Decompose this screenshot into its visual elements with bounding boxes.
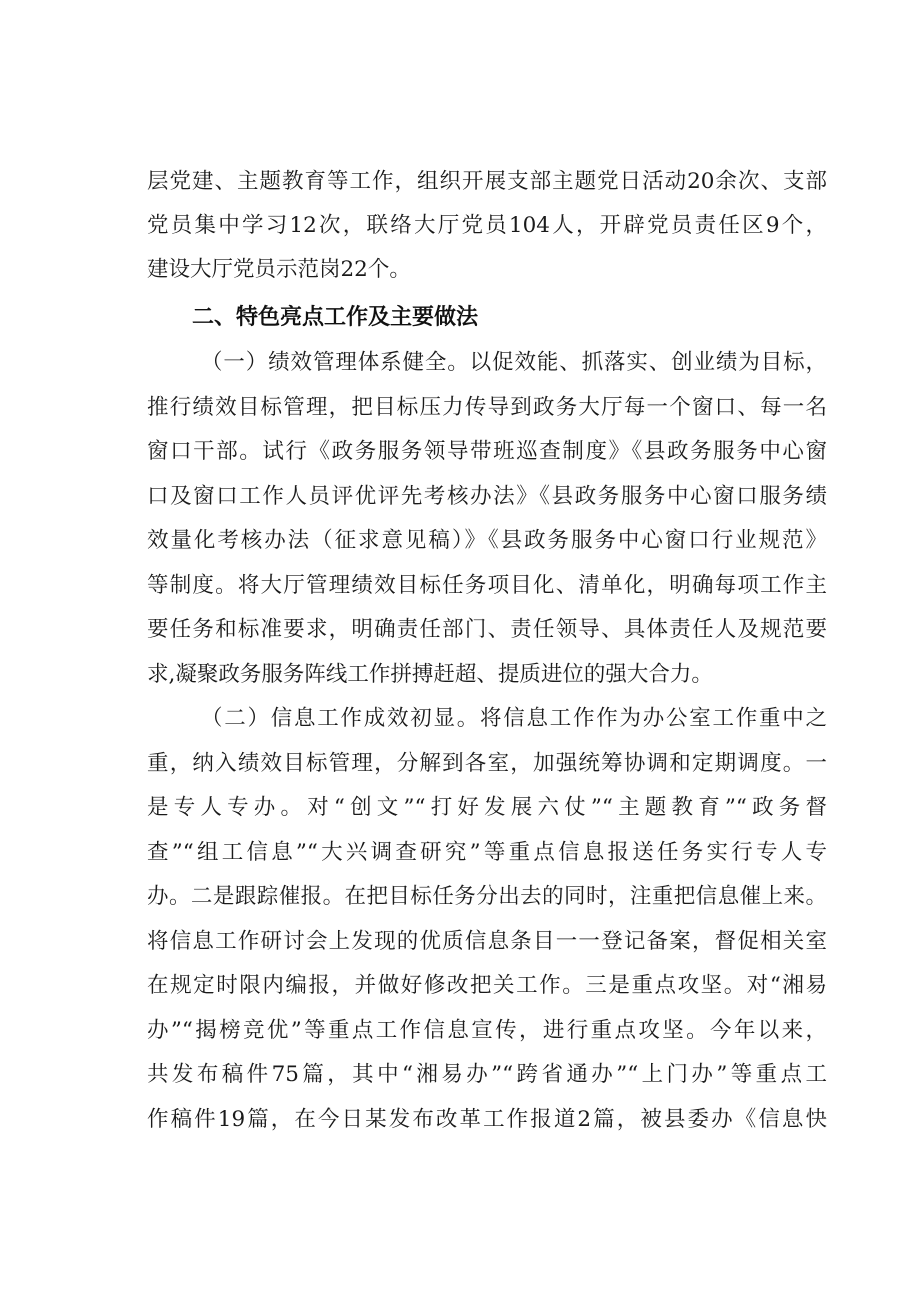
body-text-line: 重，纳入绩效目标管理，分解到各室，加强统筹协调和定期调度。一 (147, 751, 827, 776)
body-text-line: 作稿件19篇，在今日某发布改革工作报道2篇，被县委办《信息快 (147, 1107, 827, 1132)
body-text-line: 是专人专办。对“创文”“打好发展六仗”“主题教育”“政务督 (147, 795, 827, 820)
body-text-line: 共发布稿件75篇，其中“湘易办”“跨省通办”“上门办”等重点工 (147, 1062, 827, 1087)
body-text-line: 办”“揭榜竞优”等重点工作信息宣传，进行重点攻坚。今年以来， (147, 1018, 827, 1043)
body-text-line: 层党建、主题教育等工作，组织开展支部主题党日活动20余次、支部 (147, 169, 827, 194)
body-text-line: 效量化考核办法（征求意见稿）》《县政务服务中心窗口行业规范》 (147, 528, 827, 553)
body-text-line: 党员集中学习12次，联络大厅党员104人，开辟党员责任区9个， (147, 213, 827, 238)
body-text-line: 等制度。将大厅管理绩效目标任务项目化、清单化，明确每项工作主 (147, 573, 827, 598)
paragraph-first-line: （一）绩效管理体系健全。以促效能、抓落实、创业绩为目标， (201, 350, 827, 375)
body-text-line: 口及窗口工作人员评优评先考核办法》《县政务服务中心窗口服务绩 (147, 484, 827, 509)
body-text-line: 建设大厅党员示范岗22个。 (147, 257, 411, 282)
body-text-line: 在规定时限内编报，并做好修改把关工作。三是重点攻坚。对“湘易 (147, 973, 827, 998)
body-text-line: 查”“组工信息”“大兴调查研究”等重点信息报送任务实行专人专 (147, 840, 827, 865)
body-text-line: 将信息工作研讨会上发现的优质信息条目一一登记备案，督促相关室 (147, 929, 827, 954)
paragraph-first-line: （二）信息工作成效初显。将信息工作作为办公室工作重中之 (201, 706, 827, 731)
body-text-line: 求,凝聚政务服务阵线工作拼搏赶超、提质进位的强大合力。 (147, 662, 713, 687)
body-text-line: 要任务和标准要求，明确责任部门、责任领导、具体责任人及规范要 (147, 617, 827, 642)
body-text-line: 办。二是跟踪催报。在把目标任务分出去的同时，注重把信息催上来。 (147, 884, 827, 909)
body-text-line: 推行绩效目标管理，把目标压力传导到政务大厅每一个窗口、每一名 (147, 395, 827, 420)
body-text-line: 窗口干部。试行《政务服务领导带班巡查制度》《县政务服务中心窗 (147, 439, 827, 464)
section-heading: 二、特色亮点工作及主要做法 (192, 305, 479, 330)
